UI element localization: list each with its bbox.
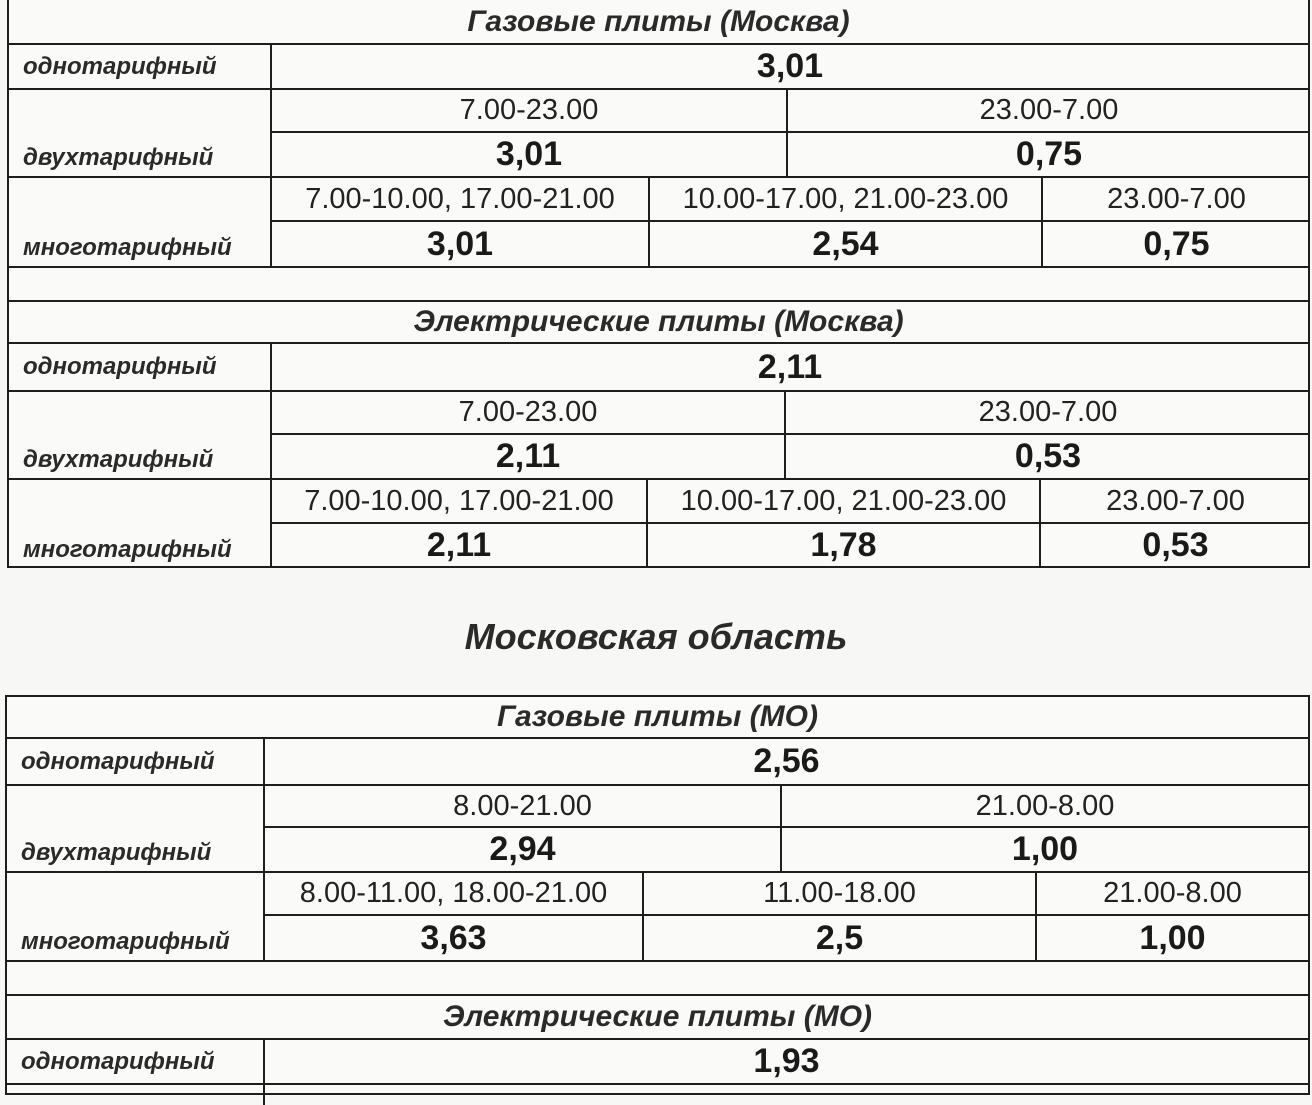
moscow-gas-title-row (9, 0, 1308, 45)
moscow-electric-two-value-day: 2,11 (495, 437, 561, 475)
moscow-gas-multi-time-half-peak: 10.00-17.00, 21.00-23.00 (648, 178, 1041, 222)
mo-gas-multi-value-night: 1,00 (1035, 916, 1308, 960)
moscow-gas-multi-value-night: 0,75 (1041, 222, 1310, 266)
moscow-electric-title: Электрические плиты (Москва) (413, 305, 904, 338)
moscow-electric-multi-value-half-peak: 1,78 (646, 524, 1039, 566)
moscow-gas-multi-time-peak: 7.00-10.00, 17.00-21.00 (272, 178, 648, 222)
mo-gas-multi-time-peak: 8.00-11.00, 18.00-21.00 (265, 873, 642, 916)
moscow-gas-two-row (9, 90, 1308, 178)
moscow-electric-two-time-night: 23.00-7.00 (784, 392, 1310, 435)
moscow-tariff-table (7, 0, 1310, 568)
moscow-electric-two-label: двухтарифный (9, 392, 272, 478)
moscow-gas-multi-time-night: 23.00-7.00 (1041, 178, 1310, 222)
moscow-electric-two-time-day: 7.00-23.00 (272, 392, 784, 435)
mo-gas-two-time-night: 21.00-8.00 (780, 786, 1308, 828)
moscow-gas-single-row (9, 45, 1308, 90)
mo-gas-title: Газовые плиты (МО) (497, 700, 818, 733)
moscow-gas-two-time-night: 23.00-7.00 (786, 90, 1310, 133)
moscow-gas-single-label: однотарифный (9, 45, 272, 88)
mo-electric-single-label: однотарифный (7, 1040, 265, 1083)
moscow-electric-single-value: 2,11 (757, 347, 823, 386)
moscow-electric-multi-time-peak: 7.00-10.00, 17.00-21.00 (272, 480, 646, 524)
mo-gas-single-row (7, 739, 1308, 786)
moscow-electric-multi-value-peak: 2,11 (426, 525, 492, 564)
moscow-electric-two-row (9, 392, 1308, 480)
mo-gas-multi-value-half-peak: 2,5 (642, 916, 1035, 960)
mo-gas-title-row (7, 697, 1308, 739)
mo-gas-single-value: 2,56 (753, 742, 820, 780)
mo-gas-multi-time-half-peak: 11.00-18.00 (642, 873, 1035, 916)
mo-gas-multi-value-peak: 3,63 (420, 918, 487, 957)
mo-electric-single-value: 1,93 (753, 1042, 820, 1080)
mo-gas-multi-time-night: 21.00-8.00 (1035, 873, 1308, 916)
moscow-gas-single-value: 3,01 (756, 47, 824, 85)
moscow-electric-two-value-night: 0,53 (784, 435, 1310, 478)
moscow-gas-two-time-day: 7.00-23.00 (272, 90, 786, 133)
mo-electric-next-label-cell (7, 1085, 265, 1105)
mo-spacer-row (7, 962, 1308, 996)
moscow-electric-title-row (9, 302, 1308, 344)
moscow-electric-single-label: однотарифный (9, 344, 272, 390)
moscow-electric-multi-time-half-peak: 10.00-17.00, 21.00-23.00 (646, 480, 1039, 524)
mo-electric-title-row (7, 996, 1308, 1040)
mo-gas-two-row (7, 786, 1308, 873)
moscow-electric-multi-value-night: 0,53 (1039, 524, 1310, 566)
moscow-gas-two-value-day: 3,01 (495, 135, 563, 173)
mo-electric-title: Электрические плиты (МО) (442, 1000, 873, 1033)
mo-gas-multi-row (7, 873, 1308, 962)
mo-gas-two-value-day: 2,94 (489, 830, 556, 868)
mo-gas-multi-label: многотарифный (7, 873, 265, 960)
moscow-electric-multi-time-night: 23.00-7.00 (1039, 480, 1310, 524)
mo-gas-two-value-night: 1,00 (780, 828, 1308, 871)
moscow-gas-multi-value-half-peak: 2,54 (648, 222, 1041, 266)
region-heading: Московская область (464, 616, 848, 657)
mo-electric-single-row (7, 1040, 1308, 1085)
moscow-gas-two-value-night: 0,75 (786, 133, 1310, 176)
mo-gas-single-label: однотарифный (7, 739, 265, 784)
mo-gas-two-time-day: 8.00-21.00 (265, 786, 780, 828)
mo-gas-two-label: двухтарифный (7, 786, 265, 871)
moscow-gas-title: Газовые плиты (Москва) (467, 4, 850, 38)
moscow-spacer-row (9, 268, 1308, 302)
mo-electric-next-row (7, 1085, 1308, 1105)
moscow-gas-multi-row (9, 178, 1308, 268)
moscow-electric-multi-label: многотарифный (9, 480, 272, 568)
moscow-gas-two-label: двухтарифный (9, 90, 272, 176)
moscow-gas-multi-value-peak: 3,01 (426, 224, 494, 263)
moscow-electric-single-row (9, 344, 1308, 392)
moscow-electric-multi-row (9, 480, 1308, 568)
mo-tariff-table (5, 695, 1310, 1095)
moscow-gas-multi-label: многотарифный (9, 178, 272, 266)
